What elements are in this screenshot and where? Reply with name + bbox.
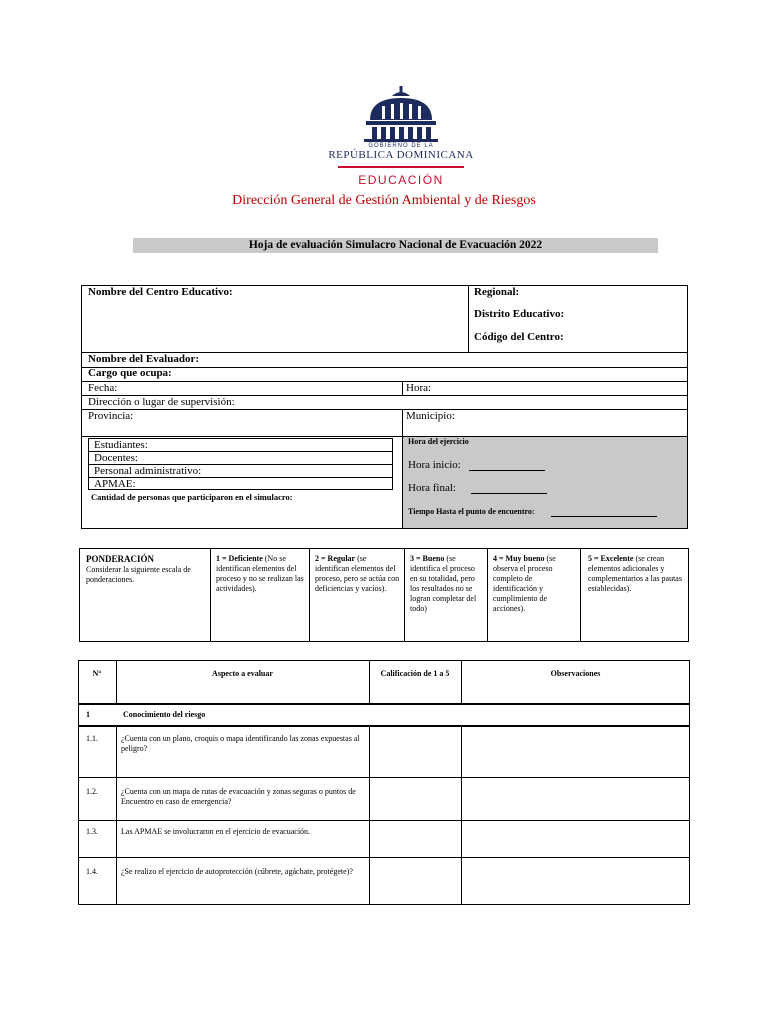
scale-5-label: 5 = Excelente — [588, 554, 634, 563]
teachers-field[interactable]: Docentes: — [94, 452, 138, 464]
row-aspect: Las APMAE se involucraron en el ejercicio de evacuación. — [121, 827, 311, 836]
observations-input[interactable] — [463, 822, 688, 856]
header-observations: Observaciones — [550, 669, 601, 678]
admin-staff-field[interactable]: Personal administrativo: — [94, 465, 202, 477]
row-num: 1.4. — [86, 867, 98, 876]
time-label: Hora: — [406, 382, 432, 394]
republic-label: REPÚBLICA DOMINICANA — [328, 149, 474, 161]
observations-input[interactable] — [463, 728, 688, 776]
date-label: Fecha: — [88, 382, 118, 394]
score-input[interactable] — [371, 779, 459, 819]
municipality-label: Municipio: — [406, 410, 455, 422]
scale-3-label: 3 = Bueno — [410, 554, 445, 563]
end-time-label: Hora final: — [408, 482, 456, 494]
center-name-label: Nombre del Centro Educativo: — [88, 286, 233, 298]
regional-label: Regional: — [474, 286, 520, 298]
direction-title: Dirección General de Gestión Ambiental y de Riesgos — [232, 193, 536, 208]
row-aspect: ¿Se realizo el ejercicio de autoprotección (cúbrete, agáchate, protégete)? — [121, 867, 353, 876]
logo-divider — [338, 166, 464, 168]
score-input[interactable] — [371, 822, 459, 856]
district-label: Distrito Educativo: — [474, 308, 565, 320]
scale-3-cell — [410, 554, 484, 614]
center-code-label: Código del Centro: — [474, 331, 564, 343]
ministry-label: EDUCACIÓN — [358, 173, 444, 187]
score-input[interactable] — [371, 859, 459, 903]
section-num: 1 — [86, 710, 90, 719]
meeting-time-label: Tiempo Hasta el punto de encuentro: — [408, 507, 535, 516]
document-title: Hoja de evaluación Simulacro Nacional de Evacuación 2022 — [133, 238, 658, 253]
row-num: 1.1. — [86, 734, 98, 743]
start-time-label: Hora inicio: — [408, 459, 461, 471]
exercise-time-title: Hora del ejercicio — [408, 437, 469, 446]
header-aspect: Aspecto a evaluar — [212, 669, 273, 678]
scale-1-cell — [216, 554, 306, 594]
row-num: 1.2. — [86, 787, 98, 796]
position-label: Cargo que ocupa: — [88, 367, 172, 379]
end-time-field[interactable] — [408, 482, 456, 494]
header-num: N° — [92, 669, 102, 678]
ponderacion-cell — [86, 554, 208, 585]
scale-5-desc: (se crean elementos adicionales y complementarios a las pautas establecidas). — [588, 554, 682, 593]
apmae-field[interactable]: APMAE: — [94, 478, 136, 490]
observations-input[interactable] — [463, 859, 688, 903]
row-aspect: ¿Cuenta con un plano, croquis o mapa identificando las zonas expuestas al peligro? — [121, 734, 360, 753]
scale-1-label: 1 = Deficiente — [216, 554, 263, 563]
address-label: Dirección o lugar de supervisión: — [88, 396, 235, 408]
row-num: 1.3. — [86, 827, 98, 836]
evaluator-label: Nombre del Evaluador: — [88, 353, 200, 365]
government-emblem-icon — [362, 86, 440, 142]
scale-1-desc: (No se identifican elementos del proceso y no se realizan las actividades). — [216, 554, 304, 593]
scale-5-cell — [588, 554, 686, 594]
header-score: Calificación de 1 a 5 — [380, 669, 450, 678]
students-field[interactable]: Estudiantes: — [94, 439, 148, 451]
scale-2-label: 2 = Regular — [315, 554, 356, 563]
ponderacion-title: PONDERACIÓN — [86, 554, 155, 564]
row-aspect: ¿Cuenta con un mapa de rutas de evacuación y zonas seguras o puntos de Encuentro en caso de emergencia? — [121, 787, 356, 806]
scale-4-label: 4 = Muy bueno — [493, 554, 545, 563]
scale-4-cell — [493, 554, 577, 614]
score-input[interactable] — [371, 728, 459, 776]
scale-4-desc: (se observa el proceso completo de identificación y cumplimiento de acciones). — [493, 554, 556, 613]
participants-caption: Cantidad de personas que participaron en el simulacro: — [91, 492, 293, 502]
start-time-field[interactable] — [408, 459, 461, 471]
government-label: GOBIERNO DE LA — [368, 143, 434, 149]
scale-2-cell — [315, 554, 401, 594]
province-label: Provincia: — [88, 410, 134, 422]
scale-3-desc: (se identifica el proceso en su totalidad, pero los resultados no se logran completar del todo) — [410, 554, 477, 613]
observations-input[interactable] — [463, 779, 688, 819]
scale-2-desc: (se identifican elementos del proceso, pero se actúa con deficiencias y vacíos). — [315, 554, 400, 593]
section-title: Conocimiento del riesgo — [123, 710, 206, 719]
ponderacion-subtitle: Considerar la siguiente escala de ponderaciones. — [86, 565, 191, 584]
